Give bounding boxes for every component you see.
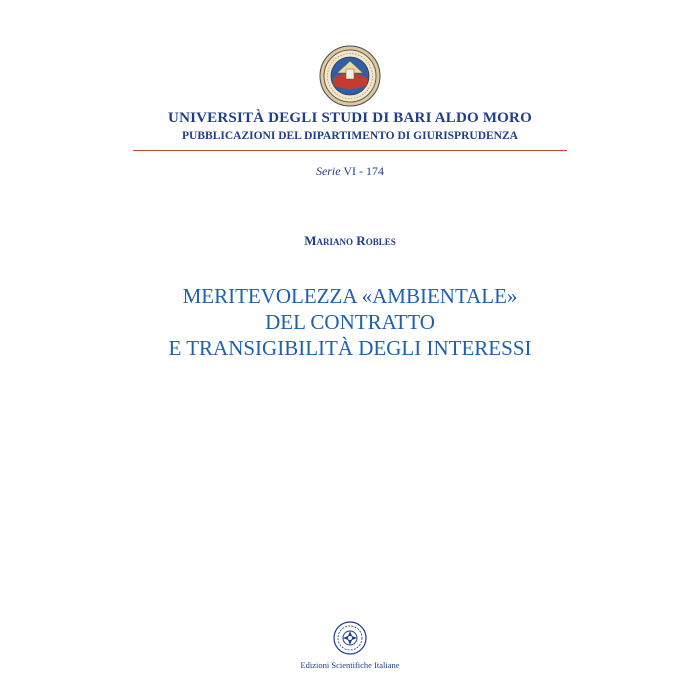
title-line: MERITEVOLEZZA «AMBIENTALE» <box>182 284 518 308</box>
header-divider <box>133 150 567 151</box>
title-line: DEL CONTRATTO <box>265 310 435 334</box>
series-label: Serie <box>315 164 341 178</box>
department-name: PUBBLICAZIONI DEL DIPARTIMENTO DI GIURISPRUDENZA <box>182 130 518 142</box>
series-line <box>0 164 700 179</box>
title-line: E TRANSIGIBILITÀ DEGLI INTERESSI <box>168 336 532 360</box>
university-name: UNIVERSITÀ DEGLI STUDI DI BARI ALDO MORO <box>168 110 532 126</box>
series-number: VI - 174 <box>343 164 385 178</box>
author-name: Mariano Robles <box>304 233 396 248</box>
publisher-name: Edizioni Scientifiche Italiane <box>300 660 400 670</box>
university-seal-icon <box>319 45 381 107</box>
book-title <box>0 283 700 361</box>
publisher-logo-icon <box>332 620 368 656</box>
